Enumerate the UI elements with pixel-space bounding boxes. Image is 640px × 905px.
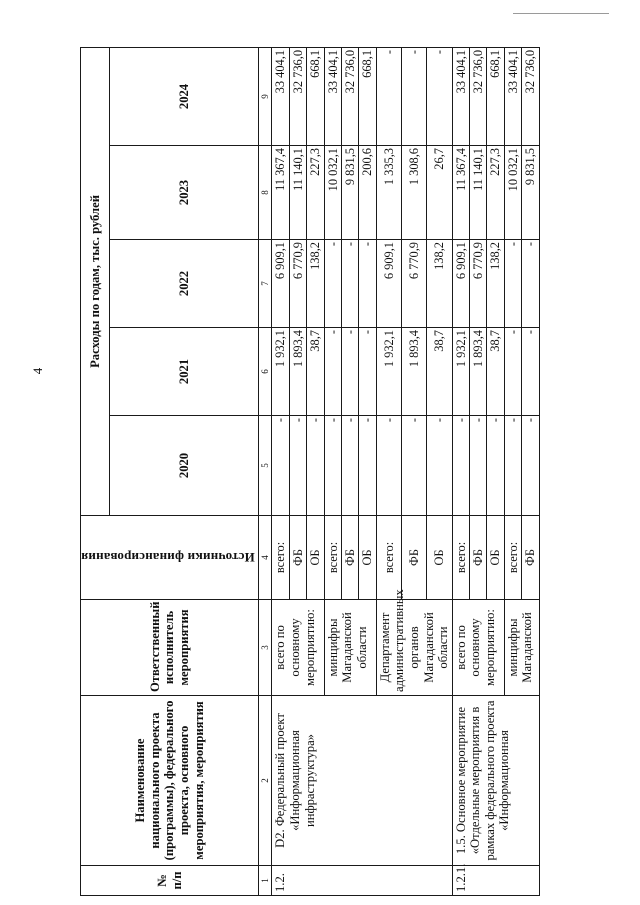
- value-cell: -: [402, 416, 427, 516]
- value-cell: 32 736,0: [470, 47, 487, 145]
- value-cell: 32 736,0: [289, 47, 306, 145]
- top-rule: [513, 13, 609, 14]
- value-cell: -: [376, 416, 401, 516]
- value-cell: 33 404,1: [272, 47, 289, 145]
- row-name: D2. Федеральный проект «Информационная инфраструктура»: [272, 696, 452, 866]
- value-cell: -: [359, 416, 376, 516]
- value-cell: 227,3: [307, 146, 324, 240]
- value-cell: 1 932,1: [452, 328, 469, 416]
- value-cell: 138,2: [307, 240, 324, 328]
- source-cell: всего:: [272, 516, 289, 600]
- value-cell: 138,2: [487, 240, 504, 328]
- value-cell: -: [504, 416, 521, 516]
- value-cell: 38,7: [307, 328, 324, 416]
- value-cell: 6 909,1: [376, 240, 401, 328]
- col-index: 2: [259, 696, 272, 866]
- value-cell: 138,2: [427, 240, 452, 328]
- header-executor: Ответственный исполнитель мероприятия: [81, 600, 259, 696]
- header-sources: [81, 516, 259, 600]
- value-cell: -: [504, 328, 521, 416]
- value-cell: 6 909,1: [452, 240, 469, 328]
- rotated-table-frame: [80, 48, 560, 896]
- value-cell: 6 770,9: [289, 240, 306, 328]
- value-cell: 10 032,1: [324, 146, 341, 240]
- value-cell: 668,1: [487, 47, 504, 145]
- executor-cell: минцифры Магаданской области: [324, 600, 376, 696]
- value-cell: -: [427, 416, 452, 516]
- col-index: 8: [259, 146, 272, 240]
- value-cell: -: [324, 328, 341, 416]
- value-cell: 1 932,1: [272, 328, 289, 416]
- value-cell: 11 140,1: [470, 146, 487, 240]
- col-index: 5: [259, 416, 272, 516]
- executor-cell: минцифры Магаданской: [504, 600, 539, 696]
- value-cell: 9 831,5: [522, 146, 539, 240]
- header-year: 2021: [110, 328, 259, 416]
- column-index-row: [259, 47, 272, 895]
- value-cell: -: [324, 416, 341, 516]
- source-cell: всего:: [324, 516, 341, 600]
- value-cell: 227,3: [487, 146, 504, 240]
- source-cell: ФБ: [470, 516, 487, 600]
- value-cell: -: [376, 47, 401, 145]
- value-cell: -: [504, 240, 521, 328]
- row-code: 1.2.1.: [452, 866, 539, 896]
- value-cell: 11 140,1: [289, 146, 306, 240]
- value-cell: -: [427, 47, 452, 145]
- executor-cell: всего по основному мероприятию:: [272, 600, 324, 696]
- value-cell: 200,6: [359, 146, 376, 240]
- col-index: 1: [259, 866, 272, 896]
- value-cell: -: [452, 416, 469, 516]
- header-year: 2024: [110, 47, 259, 145]
- value-cell: 6 909,1: [272, 240, 289, 328]
- source-cell: ОБ: [487, 516, 504, 600]
- value-cell: -: [359, 328, 376, 416]
- value-cell: -: [341, 416, 358, 516]
- value-cell: -: [359, 240, 376, 328]
- value-cell: 32 736,0: [341, 47, 358, 145]
- col-index: 6: [259, 328, 272, 416]
- executor-cell: Департамент административных органов Магаданской области: [376, 600, 452, 696]
- row-code: 1.2.: [272, 866, 452, 896]
- value-cell: -: [470, 416, 487, 516]
- source-cell: ФБ: [289, 516, 306, 600]
- value-cell: 1 335,3: [376, 146, 401, 240]
- col-index: 4: [259, 516, 272, 600]
- value-cell: 1 893,4: [289, 328, 306, 416]
- header-num: № п/п: [81, 866, 259, 896]
- value-cell: 668,1: [359, 47, 376, 145]
- source-cell: всего:: [452, 516, 469, 600]
- source-cell: ОБ: [427, 516, 452, 600]
- value-cell: 9 831,5: [341, 146, 358, 240]
- source-cell: ОБ: [307, 516, 324, 600]
- value-cell: 11 367,4: [452, 146, 469, 240]
- value-cell: 11 367,4: [272, 146, 289, 240]
- value-cell: 32 736,0: [522, 47, 539, 145]
- value-cell: -: [341, 240, 358, 328]
- value-cell: 1 308,6: [402, 146, 427, 240]
- value-cell: 38,7: [427, 328, 452, 416]
- source-cell: ФБ: [522, 516, 539, 600]
- value-cell: 33 404,1: [504, 47, 521, 145]
- value-cell: 38,7: [487, 328, 504, 416]
- value-cell: -: [289, 416, 306, 516]
- header-sources-text: Источники финансирования: [81, 550, 255, 566]
- source-cell: всего:: [376, 516, 401, 600]
- source-cell: ОБ: [359, 516, 376, 600]
- value-cell: 668,1: [307, 47, 324, 145]
- value-cell: 33 404,1: [324, 47, 341, 145]
- value-cell: 33 404,1: [452, 47, 469, 145]
- value-cell: 1 893,4: [470, 328, 487, 416]
- header-expenses: Расходы по годам, тыс. рублей: [81, 47, 110, 515]
- value-cell: 6 770,9: [470, 240, 487, 328]
- header-year: 2023: [110, 146, 259, 240]
- header-name: Наименование национального проекта (программы), федерального проекта, основного мероприятия, мероприятия: [81, 696, 259, 866]
- table-row: [272, 47, 289, 895]
- header-year: 2022: [110, 240, 259, 328]
- value-cell: 10 032,1: [504, 146, 521, 240]
- value-cell: 26,7: [427, 146, 452, 240]
- value-cell: -: [487, 416, 504, 516]
- value-cell: -: [402, 47, 427, 145]
- header-row-1: [81, 47, 110, 895]
- budget-table: [80, 47, 540, 896]
- value-cell: -: [522, 416, 539, 516]
- page-number: 4: [30, 367, 45, 375]
- header-year: 2020: [110, 416, 259, 516]
- value-cell: -: [324, 240, 341, 328]
- col-index: 3: [259, 600, 272, 696]
- col-index: 7: [259, 240, 272, 328]
- value-cell: -: [522, 240, 539, 328]
- value-cell: -: [341, 328, 358, 416]
- value-cell: 6 770,9: [402, 240, 427, 328]
- value-cell: 1 893,4: [402, 328, 427, 416]
- source-cell: всего:: [504, 516, 521, 600]
- col-index: 9: [259, 47, 272, 145]
- value-cell: 1 932,1: [376, 328, 401, 416]
- row-name: 1.5. Основное мероприятие «Отдельные мероприятия в рамках федерального проекта «Информационная: [452, 696, 539, 866]
- source-cell: ФБ: [402, 516, 427, 600]
- executor-cell: всего по основному мероприятию:: [452, 600, 504, 696]
- source-cell: ФБ: [341, 516, 358, 600]
- value-cell: -: [307, 416, 324, 516]
- table-row: [452, 47, 469, 895]
- value-cell: -: [522, 328, 539, 416]
- value-cell: -: [272, 416, 289, 516]
